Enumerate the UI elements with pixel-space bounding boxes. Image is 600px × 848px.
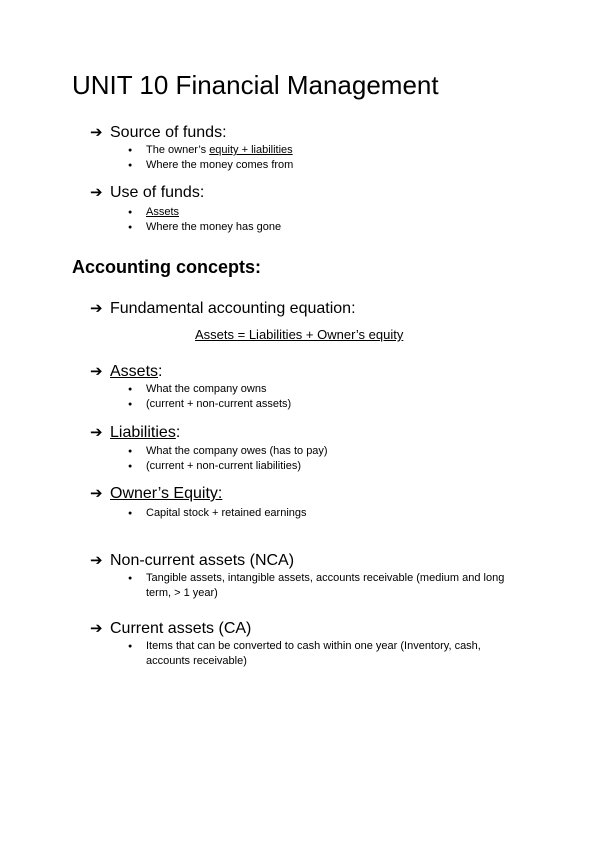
section-heading-fundamental-equation [90, 299, 356, 319]
bullet-icon: ● [128, 643, 133, 650]
bullet-list-owners-equity [128, 506, 307, 521]
bullet-icon: ● [128, 463, 133, 470]
list-item-text: (current + non-current assets) [146, 398, 292, 410]
section-heading-current-assets [90, 619, 251, 639]
section-label [110, 423, 180, 443]
section-heading-source-of-funds [90, 123, 227, 143]
section-label: Current assets (CA) [110, 620, 252, 637]
bullet-icon: ● [128, 448, 133, 455]
list-item [128, 639, 514, 669]
list-item [128, 444, 328, 459]
accounting-equation-text: Assets = Liabilities + Owner’s equity [195, 327, 404, 342]
list-item [128, 506, 307, 521]
section-label: Use of funds: [110, 184, 205, 201]
list-item [128, 143, 293, 158]
section-heading-use-of-funds [90, 183, 204, 203]
list-item [128, 397, 291, 412]
list-item-text: (current + non-current liabilities) [146, 460, 301, 472]
bullet-icon: ● [128, 386, 133, 393]
section-heading-assets [90, 362, 162, 382]
list-item-text [146, 143, 293, 158]
list-item [128, 205, 281, 220]
arrow-bullet-icon: ➔ [90, 485, 103, 502]
section-label-underlined: Liabilities [110, 424, 176, 441]
arrow-bullet-icon: ➔ [90, 552, 103, 569]
section-heading-owners-equity [90, 484, 222, 504]
section-label: Source of funds: [110, 124, 227, 141]
list-item-text: Capital stock + retained earnings [146, 507, 307, 519]
arrow-bullet-icon: ➔ [90, 300, 103, 317]
bullet-icon: ● [128, 209, 133, 216]
arrow-bullet-icon: ➔ [90, 124, 103, 141]
bullet-icon: ● [128, 510, 133, 517]
bullet-list-current-assets [128, 639, 514, 669]
section-label [110, 484, 222, 504]
section-label-underlined: Owner’s Equity: [110, 485, 223, 502]
list-item-text-underlined: Assets [146, 206, 180, 218]
list-item-text: What the company owes (has to pay) [146, 445, 328, 457]
list-item-text: Where the money has gone [146, 221, 282, 233]
list-item-text-underlined: equity + liabilities [209, 144, 293, 156]
bullet-list-source-of-funds [128, 143, 293, 173]
section-heading-non-current-assets [90, 551, 294, 571]
bullet-icon: ● [128, 575, 133, 582]
arrow-bullet-icon: ➔ [90, 424, 103, 441]
section-label-suffix: : [158, 363, 163, 380]
list-item [128, 158, 293, 173]
list-item-text: Items that can be converted to cash within one year (Inventory, cash, accounts receivable) [146, 640, 481, 667]
page-title: UNIT 10 Financial Management [72, 70, 439, 100]
bullet-icon: ● [128, 401, 133, 408]
arrow-bullet-icon: ➔ [90, 363, 103, 380]
section-label: Non-current assets (NCA) [110, 552, 295, 569]
list-item [128, 459, 328, 474]
bullet-list-assets [128, 382, 291, 412]
bullet-list-non-current-assets [128, 571, 514, 601]
section-label-suffix: : [175, 424, 181, 441]
bullet-list-use-of-funds [128, 205, 281, 235]
bullet-icon: ● [128, 147, 133, 154]
list-item-text: What the company owns [146, 383, 267, 395]
section-heading-accounting-concepts: Accounting concepts: [72, 257, 262, 277]
bullet-icon: ● [128, 224, 133, 231]
section-heading-liabilities [90, 423, 180, 443]
section-label [110, 362, 162, 382]
section-label-underlined: Assets [110, 363, 159, 380]
arrow-bullet-icon: ➔ [90, 184, 103, 201]
list-item [128, 220, 281, 235]
list-item-text-plain: The owner’s [146, 144, 210, 156]
list-item [128, 571, 514, 601]
section-label: Fundamental accounting equation: [110, 300, 356, 317]
bullet-icon: ● [128, 162, 133, 169]
list-item [128, 382, 291, 397]
bullet-list-liabilities [128, 444, 328, 474]
list-item-text: Tangible assets, intangible assets, accounts receivable (medium and long term, > 1 year) [146, 572, 505, 599]
arrow-bullet-icon: ➔ [90, 620, 103, 637]
list-item-text: Where the money comes from [146, 159, 294, 171]
